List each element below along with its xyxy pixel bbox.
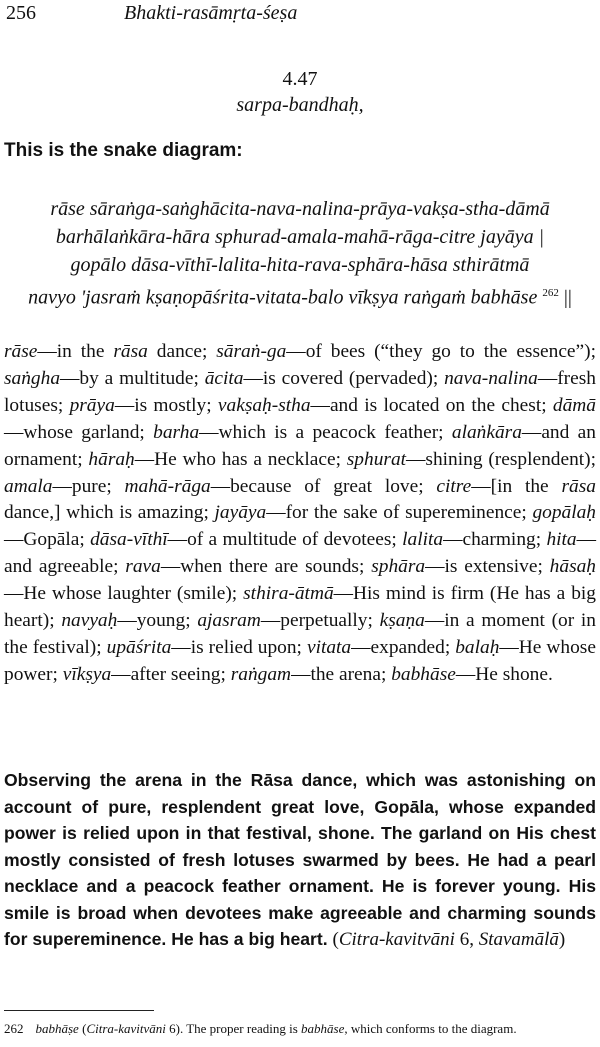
- glossary-term: hāsaḥ: [549, 556, 596, 578]
- glossary-gloss: —in a moment (or in the festival);: [4, 610, 597, 658]
- footnote-divider: [4, 1010, 154, 1011]
- glossary-term: dāmā: [552, 394, 596, 416]
- verse-line-last: [0, 279, 600, 312]
- glossary-gloss: —when there are sounds;: [160, 556, 365, 578]
- glossary-term: hāraḥ: [88, 448, 135, 470]
- glossary-paragraph: [4, 339, 596, 689]
- footnote-number: 262: [4, 1021, 24, 1036]
- glossary-gloss: —and is located on the chest;: [310, 394, 547, 416]
- glossary-gloss: —fresh lotuses;: [4, 367, 596, 416]
- glossary-gloss: —which is a peacock feather;: [199, 421, 444, 443]
- glossary-term: saṅgha: [4, 367, 61, 389]
- footnote-rest: 6). The proper reading is: [165, 1021, 302, 1036]
- glossary-term: kṣaṇa: [379, 610, 425, 632]
- glossary-gloss: —He shone.: [455, 663, 553, 685]
- verse-title: sarpa-bandhaḥ,: [236, 94, 364, 116]
- glossary-term: vakṣaḥ-stha: [217, 394, 311, 416]
- glossary-gloss: —His mind is firm (He has a big heart);: [4, 583, 596, 632]
- page-number: 256: [6, 2, 36, 24]
- ref-source: Stavamālā: [478, 929, 559, 950]
- glossary-entry: [402, 529, 541, 550]
- glossary-term: gopālaḥ: [532, 502, 596, 524]
- glossary-term: nava-nalina: [444, 367, 538, 389]
- glossary-entry: [218, 395, 547, 416]
- glossary-entry: [4, 476, 112, 497]
- glossary-gloss: —perpetually;: [260, 610, 373, 632]
- footnote-reading: babhāse: [301, 1021, 345, 1036]
- glossary-gloss: —and an ornament;: [4, 421, 596, 470]
- glossary-entry: [4, 368, 199, 389]
- glossary-entry: [125, 556, 364, 577]
- glossary-term: citre: [436, 475, 472, 497]
- footnote-marker: 262: [542, 287, 559, 299]
- glossary-term: balaḥ: [455, 636, 500, 658]
- glossary-term: rava: [125, 556, 161, 578]
- glossary-term: prāya: [69, 394, 115, 416]
- glossary-entry: [61, 610, 190, 631]
- glossary-term: sphurat: [346, 448, 407, 470]
- glossary-entry: [153, 422, 443, 443]
- glossary-entry: [347, 449, 596, 470]
- ref-close: ): [558, 929, 566, 950]
- glossary-term: mahā-rāga: [124, 475, 211, 497]
- glossary-gloss: —is relied upon;: [171, 636, 302, 658]
- glossary-gloss: —the arena;: [291, 663, 387, 685]
- glossary-gloss: —of a multitude of devotees;: [167, 529, 397, 551]
- glossary-entry: [307, 637, 450, 658]
- glossary-gloss: —[in the: [471, 475, 562, 497]
- glossary-term: navyaḥ: [61, 610, 118, 632]
- footnote-work: Citra-kavitvāni: [86, 1021, 166, 1036]
- verse-end-mark: ||: [563, 286, 572, 309]
- verse-line-text: navyo 'jasraṁ kṣaṇopāśrita-vitata-balo vīkṣya raṅgaṁ babhāse: [28, 286, 538, 309]
- glossary-gloss: —Gopāla;: [4, 529, 85, 551]
- glossary-term: upāśrita: [106, 636, 172, 658]
- glossary-term: dāsa-vīthī: [90, 529, 168, 551]
- glossary-entry: [125, 476, 424, 497]
- glossary-entry: [63, 664, 226, 685]
- glossary-gloss: —whose garland;: [4, 421, 145, 443]
- page-header: [4, 0, 596, 40]
- ref-work: Citra-kavitvāni: [338, 929, 455, 950]
- glossary-entry: [107, 637, 302, 658]
- glossary-entry: [90, 529, 397, 550]
- verse-intro: This is the snake diagram:: [4, 140, 243, 161]
- glossary-entry: [205, 368, 439, 389]
- glossary-term: hita: [546, 529, 577, 551]
- footnote-paren: (: [78, 1021, 87, 1036]
- word-glossary: [4, 339, 596, 689]
- verse-heading: [0, 66, 600, 118]
- footnote: [4, 1021, 600, 1037]
- glossary-term: barha: [153, 421, 200, 443]
- footnote-term: babhāṣe: [35, 1021, 79, 1036]
- ref-mid: 6,: [454, 929, 479, 950]
- verse-line: gopālo dāsa-vīthī-lalita-hita-rava-sphāra-hāsa sthirātmā: [70, 254, 530, 276]
- glossary-term: lalita: [402, 529, 444, 551]
- glossary-term: sāraṅ-ga: [216, 341, 287, 362]
- glossary-gloss: —in the: [37, 341, 114, 362]
- glossary-gloss: —is extensive;: [425, 556, 543, 578]
- glossary-gloss: —for the sake of supereminence;: [266, 502, 527, 524]
- glossary-entry: [215, 502, 527, 523]
- glossary-term: vīkṣya: [62, 663, 112, 685]
- glossary-gloss: —young;: [117, 610, 191, 632]
- glossary-term: ajasram: [197, 610, 261, 632]
- glossary-gloss: —He who has a necklace;: [134, 448, 341, 470]
- glossary-term: jayāya: [214, 502, 267, 524]
- glossary-gloss: —by a multitude;: [60, 367, 199, 389]
- glossary-gloss: —after seeing;: [111, 663, 226, 685]
- glossary-term: ācita: [204, 367, 244, 389]
- glossary-entry: [216, 341, 596, 362]
- glossary-term: alaṅkāra: [451, 421, 522, 443]
- glossary-gloss-italic: rāsa: [561, 475, 596, 497]
- glossary-gloss: —pure;: [52, 475, 112, 497]
- running-title: Bhakti-rasāmṛta-śeṣa: [124, 2, 298, 24]
- ref-open: (: [332, 929, 339, 950]
- verse-number: 4.47: [282, 68, 318, 90]
- glossary-gloss: —because of great love;: [210, 475, 424, 497]
- glossary-gloss: —shining (resplendent);: [406, 448, 596, 470]
- glossary-gloss: —charming;: [443, 529, 542, 551]
- glossary-gloss: —is mostly;: [114, 394, 212, 416]
- footnote-end: , which conforms to the diagram.: [344, 1021, 517, 1036]
- glossary-term: sphāra: [371, 556, 426, 578]
- glossary-term: vitata: [306, 636, 352, 658]
- translation-text: Observing the arena in the Rāsa dance, which was astonishing on account of pure, resplendent great love, Gopāla, whose expanded power is relied upon in that festival, shone. The garland on His chest mostly consisted of fresh lotuses swarmed by bees. He had a pearl necklace and a peacock feather ornament. He is forever young. His smile is broad when devotees make agreeable and charming sounds for supereminence. He has a big heart.: [4, 770, 596, 949]
- glossary-term: sthira-ātmā: [243, 583, 334, 605]
- glossary-gloss: —expanded;: [351, 636, 451, 658]
- glossary-gloss-after: dance,] which is amazing;: [4, 502, 209, 524]
- glossary-gloss: —He whose laughter (smile);: [4, 583, 238, 605]
- glossary-term: rāse: [4, 341, 38, 362]
- glossary-gloss: —is covered (pervaded);: [243, 367, 439, 389]
- glossary-term: babhāse: [391, 663, 456, 685]
- translation-paragraph: [4, 767, 596, 954]
- verse-line: rāse sāraṅga-saṅghācita-nava-nalina-prāya-vakṣa-stha-dāmā: [50, 198, 550, 220]
- glossary-entry: [4, 341, 207, 362]
- glossary-entry: [88, 449, 341, 470]
- translation-reference: [333, 929, 566, 950]
- glossary-gloss: —of bees (“they go to the essence”);: [286, 341, 596, 362]
- glossary-gloss: —and agreeable;: [4, 529, 596, 578]
- glossary-entry: [391, 664, 553, 685]
- glossary-entry: [70, 395, 212, 416]
- glossary-gloss: —He whose power;: [4, 636, 596, 685]
- glossary-entry: [371, 556, 543, 577]
- glossary-term: raṅgam: [230, 663, 292, 685]
- glossary-entry: [231, 664, 387, 685]
- glossary-entry: [197, 610, 373, 631]
- glossary-gloss-italic: rāsa: [113, 341, 148, 362]
- glossary-term: amala: [4, 475, 53, 497]
- glossary-gloss-after: dance;: [147, 341, 208, 362]
- verse-line: barhālaṅkāra-hāra sphurad-amala-mahā-rāga-citre jayāya |: [55, 226, 545, 248]
- verse-block: [0, 195, 600, 312]
